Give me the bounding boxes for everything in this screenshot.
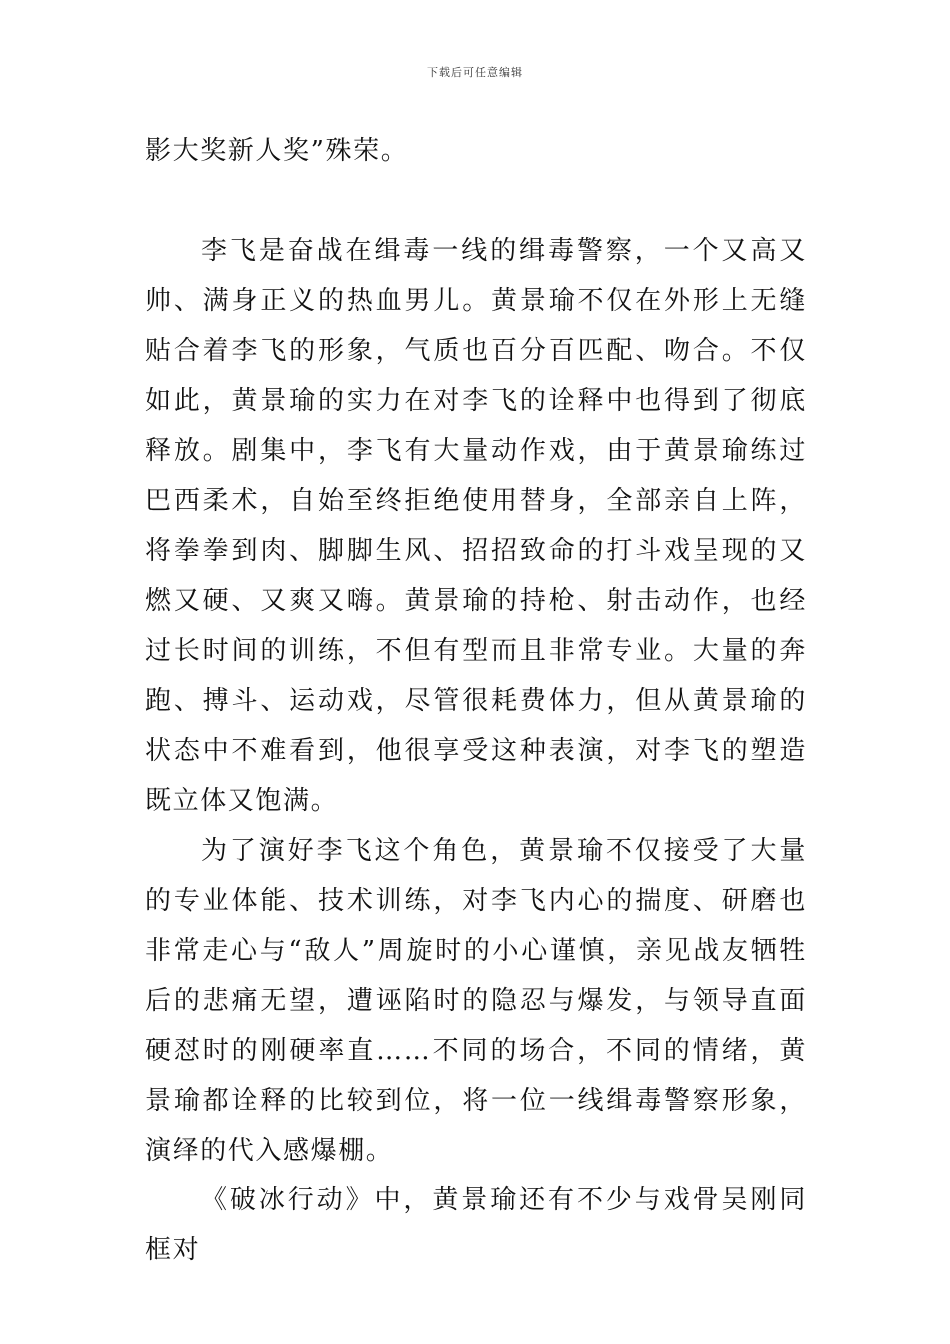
body-paragraph-co-stars [145, 1175, 807, 1275]
paragraph-text: 《破冰行动》中，黄景瑜还有不少与戏骨吴刚同框对 [145, 1185, 807, 1265]
body-paragraph-preparation [145, 826, 807, 1176]
header-note: 下载后可任意编辑 [427, 66, 523, 79]
paragraph-text: 为了演好李飞这个角色，黄景瑜不仅接受了大量的专业体能、技术训练，对李飞内心的揣度、研磨也非常走心与“敌人”周旋时的小心谨慎，亲见战友牺牲后的悲痛无望，遭诬陷时的隐忍与爆发，与领导直面硬怼时的刚硬率直……不同的场合，不同的情绪，黄景瑜都诠释的比较到位，将一位一线缉毒警察形象，演绎的代入感爆棚。 [145, 836, 807, 1166]
paragraph-text: 李飞是奋战在缉毒一线的缉毒警察，一个又高又帅、满身正义的热血男儿。黄景瑜不仅在外形上无缝贴合着李飞的形象，气质也百分百匹配、吻合。不仅如此，黄景瑜的实力在对李飞的诠释中也得到了彻底释放。剧集中，李飞有大量动作戏，由于黄景瑜练过巴西柔术，自始至终拒绝使用替身，全部亲自上阵，将拳拳到肉、脚脚生风、招招致命的打斗戏呈现的又燃又硬、又爽又嗨。黄景瑜的持枪、射击动作，也经过长时间的训练，不但有型而且非常专业。大量的奔跑、搏斗、运动戏，尽管很耗费体力，但从黄景瑜的状态中不难看到，他很享受这种表演，对李飞的塑造既立体又饱满。 [145, 236, 807, 816]
body-paragraph-continuation [145, 126, 807, 176]
body-paragraph-li-fei-role [145, 226, 807, 826]
paragraph-text: 影大奖新人奖”殊荣。 [145, 136, 409, 166]
